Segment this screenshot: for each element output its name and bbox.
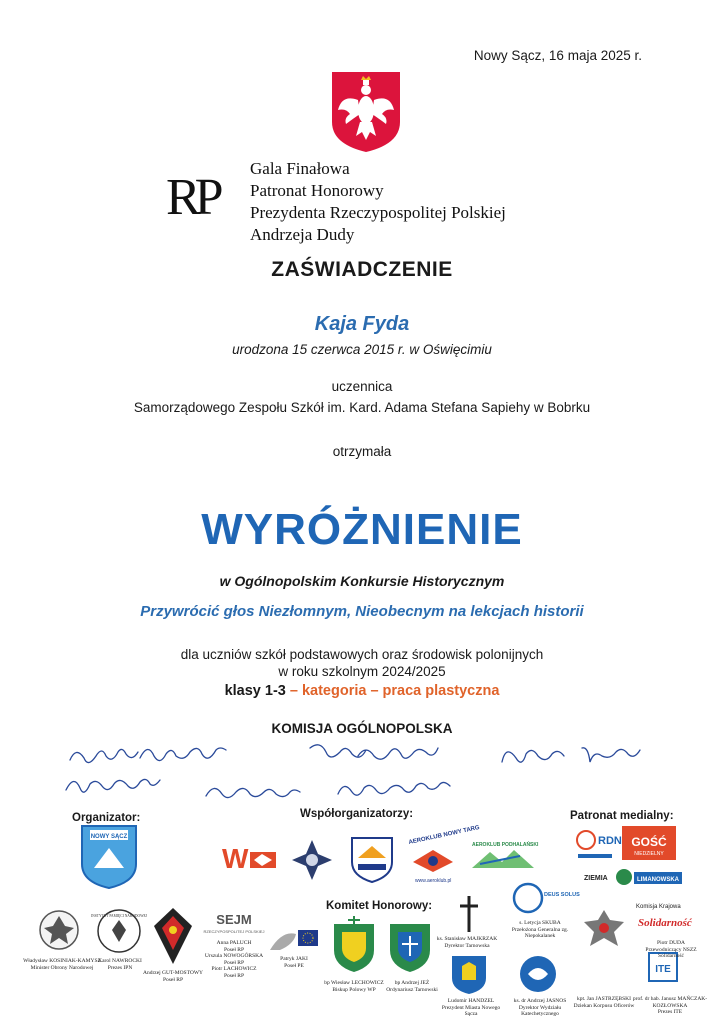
signature — [206, 788, 300, 797]
folk-pattern-emblem-icon — [150, 906, 196, 966]
committee-member — [436, 998, 506, 1018]
received-text: otrzymała — [332, 444, 392, 459]
ipn-logo-icon — [90, 908, 148, 954]
member-role: Poseł RP — [223, 946, 245, 953]
member-name: Piotr LACHOWICZ — [211, 966, 257, 972]
category-line — [0, 683, 724, 699]
polish-eagle-emblem-icon — [330, 70, 402, 154]
radio-rdn-text: RDN — [598, 835, 622, 847]
co-organizers-label: Współorganizatorzy: — [300, 808, 414, 820]
committee-member — [500, 998, 580, 1018]
document-title: ZAŚWIADCZENIE — [271, 258, 453, 281]
patronage-line: Prezydenta Rzeczypospolitej Polskiej — [250, 203, 506, 222]
deus-solus-logo-icon — [510, 880, 580, 918]
member-name: ks. dr Andrzej JASNOS — [513, 998, 567, 1004]
member-role: Przełożona Generalna zg. Niepokalanek — [511, 926, 569, 939]
member-name: prof. dr hab. Janusz MAŃCZAK-KOZŁOWSKA — [632, 996, 708, 1009]
committee-member — [322, 980, 386, 993]
signature — [70, 748, 226, 763]
category-classes: klasy 1-3 — [224, 683, 286, 699]
organizer-badge-icon — [80, 824, 138, 890]
mon-eagle-emblem-icon — [38, 908, 80, 956]
committee-member — [572, 996, 636, 1009]
member-name: Karol NAWROCKI — [98, 958, 142, 964]
member-role: Poseł RP — [223, 972, 245, 979]
committee-member-group — [202, 940, 266, 979]
deus-solus-text: DEUS SOLUS — [544, 892, 580, 898]
contest-subtitle: Przywrócić głos Niezłomnym, Nieobecnym na lekcjach historii — [140, 603, 584, 620]
committee-member — [380, 980, 444, 993]
commission-signatures — [62, 738, 712, 810]
sejm-text: SEJM — [216, 912, 252, 927]
member-name: Patryk JAKI — [280, 956, 308, 962]
committee-member — [636, 940, 706, 960]
wp-logo-text: W — [222, 843, 249, 874]
solidarnosc-logo-icon — [636, 900, 694, 940]
sejm-logo-icon — [203, 908, 265, 938]
patronage-line: Gala Finałowa — [250, 159, 350, 178]
radio-rdn-logo-icon — [572, 824, 622, 864]
recipient-name: Kaja Fyda — [314, 313, 410, 335]
media-patronage-label: Patronat medialny: — [570, 810, 674, 822]
rp-logo: RP — [166, 169, 218, 226]
member-role: Minister Obrony Narodowej — [30, 964, 94, 971]
commission-title: KOMISJA OGÓLNOPOLSKA — [271, 721, 453, 736]
member-role: Dyrektor Wydziału Katechetycznego — [518, 1004, 562, 1017]
member-role: Ordynariusz Tarnowski — [386, 986, 438, 993]
cross-icon — [456, 894, 482, 934]
ziemia-limanowska-logo-icon — [584, 866, 684, 890]
school-name: Samorządowego Zespołu Szkół im. Kard. Adama Stefana Sapiehy w Bobrku — [133, 400, 591, 415]
committee-member — [268, 956, 320, 969]
member-role: Poseł RP — [223, 959, 245, 966]
member-role: Biskup Polowy WP — [332, 986, 376, 993]
patronage-line: Patronat Honorowy — [250, 181, 384, 200]
limanowska-text: LIMANOWSKA — [637, 877, 679, 883]
bishop-coat-of-arms-icon — [328, 914, 380, 976]
member-name: bp Wiesław LECHOWICZ — [324, 980, 384, 986]
committee-member — [502, 920, 578, 940]
nowy-sacz-coat-of-arms-icon — [450, 954, 488, 996]
committee-member — [630, 996, 710, 1016]
signature — [310, 745, 438, 759]
ite-text: ITE — [655, 964, 671, 975]
member-name: bp Andrzej JEŻ — [394, 980, 430, 986]
birth-info: urodzona 15 czerwca 2015 r. w Oświęcimiu — [232, 342, 492, 357]
organizer-badge-text: NOWY SĄCZ — [90, 834, 128, 840]
military-eagle-emblem-icon — [580, 906, 628, 958]
member-role: Przewodniczący NSZZ Solidarność — [645, 946, 697, 959]
member-name: ks. Stanisław MAJKRZAK — [436, 936, 498, 942]
gosc-niedzielny-logo-icon — [622, 826, 676, 860]
member-name: kpt. Jan JASTRZĘBSKI — [577, 996, 631, 1002]
signature — [502, 748, 640, 762]
honorary-committee-label: Komitet Honorowy: — [326, 900, 433, 912]
category-type: – kategoria – praca plastyczna — [285, 683, 500, 699]
komisja-krajowa-text: Komisja Krajowa — [636, 904, 681, 910]
gosc-text: GOŚĆ — [631, 835, 667, 849]
diocese-coat-of-arms-icon — [384, 914, 436, 976]
member-name: Władysław KOSINIAK-KAMYSZ — [23, 958, 101, 964]
cross-emblem-icon — [290, 838, 334, 882]
committee-member — [432, 936, 502, 949]
document-date: Nowy Sącz, 16 maja 2025 r. — [473, 48, 642, 63]
sejm-sub-text: RZECZYPOSPOLITEJ POLSKIEJ — [203, 929, 265, 934]
ipn-text: INSTYTUT PAMIĘCI NARODOWEJ — [90, 914, 148, 918]
ziemia-text: ZIEMIA — [584, 875, 608, 882]
award-title: WYRÓŻNIENIE — [201, 505, 523, 554]
member-role: Dziekan Korpusu Oficerów — [573, 1002, 635, 1009]
member-name: Ludomir HANDZEL — [447, 998, 495, 1004]
audience-line: dla uczniów szkół podstawowych oraz środowisk polonijnych — [180, 647, 544, 662]
wdk-round-logo-icon — [518, 954, 558, 994]
podhalanski-logo-icon — [470, 838, 539, 872]
member-role: Poseł PE — [284, 962, 304, 969]
member-name: Anna PALUCH — [216, 940, 252, 946]
member-role: Dyrektor Tarnowska — [444, 942, 490, 949]
member-name: Andrzej GUT-MOSTOWY — [142, 970, 204, 976]
member-name: s. Letycja SKUBA — [519, 920, 561, 926]
recipient-role: uczennica — [331, 379, 393, 394]
member-name: Piotr DUDA — [657, 940, 685, 946]
wp-logo-icon — [220, 842, 278, 872]
patronage-line: Andrzeja Dudy — [250, 225, 355, 244]
gosc-sub-text: NIEDZIELNY — [634, 851, 664, 857]
solidarnosc-text: Solidarność — [638, 917, 692, 929]
committee-member — [138, 970, 208, 983]
aeroklub-url: www.aeroklub.pl — [415, 878, 452, 884]
podhalanski-text: AEROKLUB PODHALAŃSKI — [472, 842, 539, 848]
member-role: Prezes IPN — [107, 964, 133, 971]
signature — [338, 782, 450, 795]
audience-line: w roku szkolnym 2024/2025 — [278, 664, 446, 679]
organizer-label: Organizator: — [72, 812, 141, 824]
european-parliament-logo-icon — [268, 926, 320, 952]
aeroklub-logo-icon — [405, 825, 481, 884]
member-role: Prezes ITE — [657, 1009, 683, 1015]
contest-name: w Ogólnopolskim Konkursie Historycznym — [219, 573, 505, 589]
member-name: Urszula NOWOGÓRSKA — [204, 953, 264, 959]
member-role: Poseł RP — [162, 976, 184, 983]
member-role: Prezydent Miasta Nowego Sącza — [441, 1004, 501, 1017]
patronage-block — [250, 158, 506, 246]
signature — [66, 779, 160, 792]
shield-emblem-icon — [348, 834, 396, 884]
aeroklub-text: AEROKLUB NOWY TARG — [408, 825, 481, 846]
